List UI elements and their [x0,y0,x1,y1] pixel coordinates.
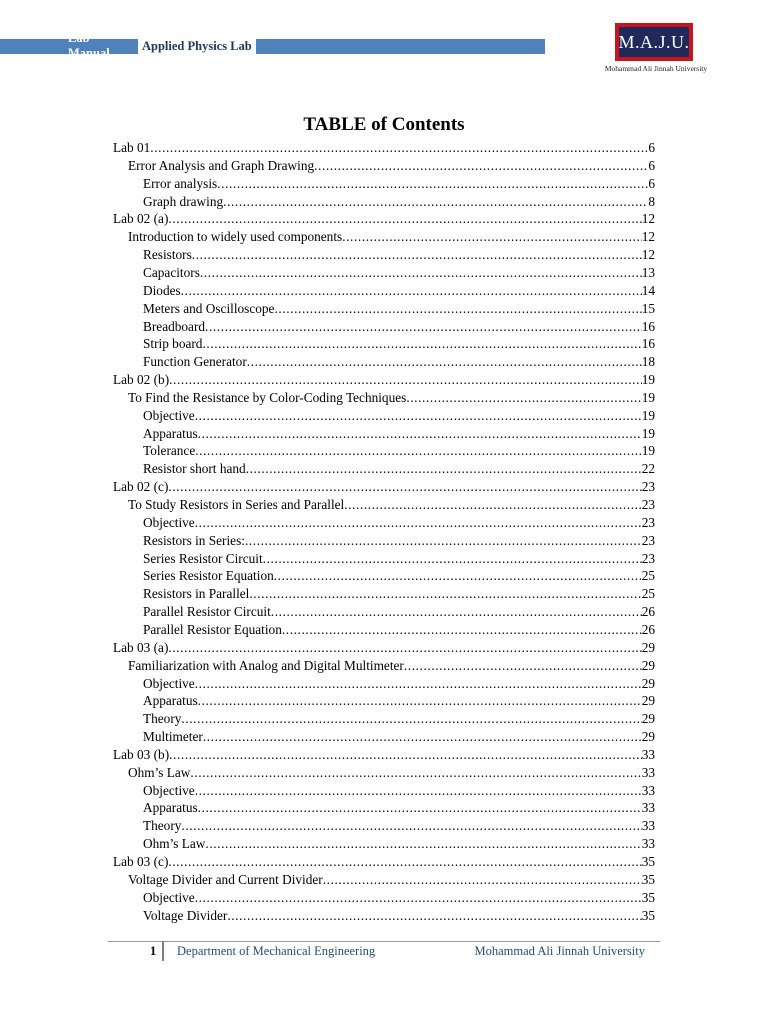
toc-entry-title: Capacitors [143,264,200,280]
toc-entry[interactable] [143,318,655,335]
toc-entry[interactable] [143,532,655,549]
toc-entry[interactable] [128,657,655,674]
toc-entry-page: 19 [641,372,655,388]
toc-entry-title: Familiarization with Analog and Digital Multimeter [128,657,404,673]
toc-entry-page: 35 [641,889,655,905]
toc-entry[interactable] [143,407,655,424]
toc-leader-dots [168,478,641,495]
toc-leader-dots [195,889,642,906]
toc-entry[interactable] [113,478,655,495]
toc-leader-dots [227,907,641,924]
logo-text: M.A.J.U. [619,27,689,57]
toc-entry-title: Series Resistor Equation [143,568,274,584]
footer-department: Department of Mechanical Engineering [177,944,376,958]
toc-entry[interactable] [143,460,655,477]
toc-entry[interactable] [143,353,655,370]
toc-entry-title: Parallel Resistor Equation [143,621,282,637]
toc-entry-title: Lab 01 [113,140,151,155]
toc-entry-title: Breadboard [143,318,206,334]
toc-leader-dots [195,407,642,424]
toc-entry[interactable] [143,442,655,459]
toc-leader-dots [205,318,642,335]
toc-entry-title: Lab 03 (a) [113,639,169,655]
toc-entry-title: Lab 03 (c) [113,854,169,869]
toc-entry-page: 23 [641,497,655,512]
toc-entry-title: Function Generator [143,354,247,370]
toc-entry-page: 6 [648,175,655,191]
toc-entry[interactable] [143,282,655,299]
toc-entry[interactable] [113,210,655,227]
toc-entry-page: 19 [641,389,655,405]
toc-entry-title: Lab 02 (c) [113,479,169,495]
toc-entry-title: To Find the Resistance by Color-Coding Techniques [128,389,407,405]
toc-entry-title: Strip board [143,336,203,352]
toc-entry-page: 29 [641,711,655,727]
toc-entry-page: 29 [641,729,655,745]
toc-entry-page: 35 [641,854,655,869]
toc-entry[interactable] [143,799,655,816]
toc-entry[interactable] [143,246,655,263]
toc-entry-title: Tolerance [143,443,196,459]
toc-leader-dots [314,157,648,174]
toc-entry-page: 15 [641,300,655,316]
toc-entry[interactable] [143,817,655,834]
toc-entry-page: 35 [641,871,655,887]
toc-leader-dots [249,585,641,602]
toc-entry[interactable] [113,371,655,388]
toc-entry-page: 33 [641,800,655,816]
toc-leader-dots [342,228,642,245]
toc-leader-dots [282,621,642,638]
toc-leader-dots [217,175,648,192]
toc-leader-dots [263,550,642,567]
toc-entry-page: 18 [641,354,655,370]
toc-entry-title: Objective [143,407,195,423]
toc-entry[interactable] [143,692,655,709]
toc-entry-page: 19 [641,425,655,441]
toc-entry-title: Resistor short hand [143,461,246,477]
toc-entry-page: 33 [641,836,655,852]
toc-leader-dots [195,675,642,692]
toc-leader-dots [198,692,642,709]
toc-entry-title: Resistors [143,247,192,263]
toc-entry[interactable] [113,746,655,763]
toc-entry-page: 22 [641,461,655,477]
toc-entry-title: To Study Resistors in Series and Parallel [128,497,345,512]
toc-entry-title: Apparatus [143,425,198,441]
toc-entry-title: Parallel Resistor Circuit [143,604,271,620]
toc-entry[interactable] [143,835,655,852]
toc-entry-page: 29 [641,639,655,655]
toc-leader-dots [246,460,642,477]
toc-entry[interactable] [143,889,655,906]
toc-leader-dots [404,657,642,674]
toc-entry-page: 16 [641,318,655,334]
toc-entry[interactable] [113,639,655,656]
toc-leader-dots [247,353,642,370]
toc-leader-dots [198,799,642,816]
toc-entry[interactable] [128,871,655,888]
toc-entry[interactable] [143,335,655,352]
toc-entry-title: Resistors in Series: [143,532,245,548]
toc-entry-page: 14 [641,282,655,298]
toc-leader-dots [192,246,642,263]
toc-entry-page: 26 [641,604,655,620]
toc-entry[interactable] [143,425,655,442]
toc-entry-page: 35 [641,907,655,923]
toc-entry[interactable] [143,675,655,692]
toc-entry-title: Introduction to widely used components [128,229,343,245]
footer-separator [162,941,164,961]
header-left-label: Lab Manual [68,31,110,60]
toc-entry[interactable] [143,907,655,924]
toc-leader-dots [274,300,641,317]
toc-entry[interactable] [113,853,655,870]
toc-entry[interactable] [128,389,655,406]
toc-leader-dots [344,496,641,513]
toc-entry[interactable] [143,175,655,192]
footer-university: Mohammad Ali Jinnah University [474,944,645,958]
toc-entry-title: Diodes [143,282,181,298]
toc-leader-dots [205,835,641,852]
toc-entry-title: Lab 02 (a) [113,211,169,227]
toc-leader-dots [406,389,641,406]
toc-entry[interactable] [143,193,655,210]
toc-entry-title: Ohm’s Law [128,764,191,780]
toc-leader-dots [181,817,641,834]
toc-entry[interactable] [143,567,655,584]
toc-entry-page: 12 [641,229,655,245]
toc-leader-dots [150,139,648,156]
toc-entry-title: Voltage Divider and Current Divider [128,871,323,887]
toc-entry-page: 29 [641,657,655,673]
toc-entry-title: Multimeter [143,729,203,745]
toc-entry-title: Meters and Oscilloscope [143,300,275,316]
toc-entry[interactable] [143,782,655,799]
toc-entry-page: 23 [641,479,655,495]
header-right-label: Applied Physics Lab [138,39,256,54]
toc-leader-dots [181,710,641,727]
toc-entry-page: 12 [641,211,655,227]
logo-subtitle: Mohammad Ali Jinnah University [604,64,708,73]
toc-entry-title: Lab 03 (b) [113,746,170,762]
footer-divider [108,941,660,942]
toc-entry[interactable] [143,585,655,602]
toc-entry[interactable] [128,157,655,174]
toc-leader-dots [223,193,648,210]
toc-entry-page: 12 [641,247,655,263]
toc-entry-title: Lab 02 (b) [113,372,170,388]
toc-leader-dots [181,282,642,299]
toc-entry-title: Graph drawing [143,193,224,209]
toc-leader-dots [168,853,641,870]
toc-entry-title: Objective [143,675,195,691]
toc-leader-dots [245,532,642,549]
toc-leader-dots [200,264,642,281]
toc-leader-dots [271,603,642,620]
toc-leader-dots [274,567,642,584]
toc-entry[interactable] [128,228,655,245]
toc-entry-page: 33 [641,782,655,798]
toc-leader-dots [169,371,642,388]
toc-leader-dots [203,728,642,745]
toc-entry-title: Objective [143,514,195,530]
toc-leader-dots [190,764,641,781]
toc-entry-page: 33 [641,764,655,780]
toc-entry-title: Error Analysis and Graph Drawing [128,157,315,173]
toc-entry-page: 29 [641,693,655,709]
toc-entry-title: Series Resistor Circuit [143,550,263,566]
toc-entry-title: Resistors in Parallel [143,586,250,602]
toc-leader-dots [195,782,642,799]
toc-entry-page: 23 [641,550,655,566]
toc-entry-title: Voltage Divider [143,907,228,923]
page-title: TABLE of Contents [303,114,465,135]
toc-leader-dots [169,746,642,763]
toc-entry[interactable] [128,496,655,513]
toc-entry-page: 33 [641,818,655,834]
toc-entry-title: Theory [143,818,182,834]
toc-entry[interactable] [143,264,655,281]
toc-entry-page: 25 [641,568,655,584]
toc-entry[interactable] [143,603,655,620]
toc-entry[interactable] [143,710,655,727]
toc-entry[interactable] [143,300,655,317]
toc-leader-dots [202,335,641,352]
toc-entry-page: 8 [648,193,655,209]
toc-entry-page: 6 [648,157,655,173]
toc-entry[interactable] [128,764,655,781]
toc-entry[interactable] [143,514,655,531]
toc-entry-page: 16 [641,336,655,352]
toc-entry[interactable] [113,139,655,156]
toc-entry[interactable] [143,550,655,567]
toc-entry[interactable] [143,728,655,745]
toc-entry-title: Apparatus [143,693,198,709]
toc-leader-dots [168,210,641,227]
toc-leader-dots [195,442,641,459]
toc-leader-dots [195,514,642,531]
toc-entry-title: Apparatus [143,800,198,816]
toc-entry[interactable] [143,621,655,638]
page-number: 1 [150,944,157,958]
footer [0,944,768,962]
toc-entry-page: 19 [641,407,655,423]
toc-entry-title: Theory [143,711,182,727]
toc-entry-page: 23 [641,514,655,530]
toc-entry-page: 29 [641,675,655,691]
toc-entry-title: Ohm’s Law [143,836,206,852]
toc-entry-page: 33 [641,746,655,762]
toc-entry-title: Error analysis [143,175,218,191]
toc-leader-dots [323,871,642,888]
toc-entry-page: 19 [641,443,655,459]
toc-entry-page: 25 [641,586,655,602]
toc-entry-title: Objective [143,782,195,798]
toc-entry-page: 13 [641,264,655,280]
university-logo [615,23,693,61]
toc-entry-title: Objective [143,889,195,905]
toc-leader-dots [198,425,642,442]
toc-entry-page: 23 [641,532,655,548]
toc-entry-page: 6 [648,140,655,155]
toc-leader-dots [168,639,641,656]
toc-entry-page: 26 [641,621,655,637]
